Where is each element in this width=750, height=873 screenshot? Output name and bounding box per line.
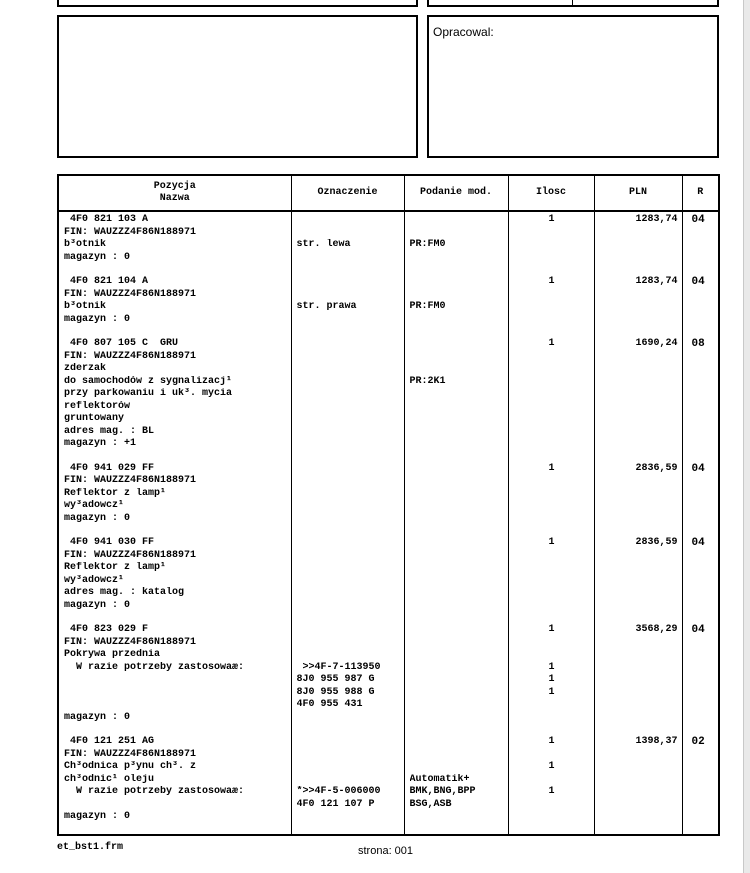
ilosc-cell-line	[514, 550, 590, 563]
ilosc-cell	[508, 535, 594, 622]
r-cell	[682, 274, 719, 336]
podanie-cell-line	[410, 314, 504, 327]
oznaczenie-cell-line	[297, 600, 400, 613]
pozycja-cell-line: wy³adowcz¹	[64, 574, 125, 586]
opracowal-label: Opracowal:	[433, 25, 494, 39]
ilosc-cell-line	[514, 475, 590, 488]
ilosc-cell-line	[514, 488, 590, 501]
podanie-cell-line	[410, 537, 504, 550]
pozycja-cell-line	[64, 687, 287, 700]
ilosc-cell-line: 1	[548, 661, 555, 673]
ilosc-cell-line: 1	[548, 674, 555, 685]
pozycja-cell-line: magazyn : +1	[64, 438, 137, 449]
podanie-cell-line	[410, 475, 504, 488]
pozycja-cell-line: reflektorów	[64, 400, 131, 412]
oznaczenie-cell	[291, 535, 404, 622]
ilosc-cell-line	[514, 289, 590, 302]
oznaczenie-cell	[291, 336, 404, 461]
podanie-cell-line	[410, 624, 504, 637]
pozycja-cell-line: FIN: WAUZZZ4F86N188971	[64, 748, 197, 760]
ilosc-cell-line	[514, 401, 590, 414]
pozycja-cell-line: wy³adowcz¹	[64, 500, 125, 511]
ilosc-cell	[508, 211, 594, 274]
pozycja-cell-line: 4F0 121 251 AG	[64, 736, 155, 747]
ilosc-cell-line	[514, 799, 590, 812]
podanie-cell	[404, 535, 508, 622]
podanie-cell-line	[410, 214, 504, 227]
pozycja-cell	[58, 274, 291, 336]
oznaczenie-cell-line	[297, 550, 400, 563]
ilosc-cell-line	[514, 513, 590, 526]
oznaczenie-cell-line	[297, 537, 400, 550]
r-cell-value: 08	[691, 338, 705, 350]
pozycja-cell-line: FIN: WAUZZZ4F86N188971	[64, 475, 197, 486]
top-box-right	[427, 0, 719, 7]
oznaczenie-cell-line	[297, 388, 400, 401]
oznaczenie-cell-line: *>>4F-5-006000	[296, 786, 381, 797]
podanie-cell	[404, 336, 508, 461]
oznaczenie-cell-line	[297, 463, 400, 476]
pozycja-cell-line	[64, 674, 287, 687]
oznaczenie-cell-line	[297, 363, 400, 376]
oznaczenie-cell-line	[297, 413, 400, 426]
podanie-cell-line	[410, 351, 504, 364]
pozycja-cell-line: FIN: WAUZZZ4F86N188971	[64, 226, 197, 238]
podanie-cell-line	[410, 712, 504, 725]
r-cell	[682, 535, 719, 622]
page-edge	[744, 0, 750, 873]
header-pozycja-nazwa	[58, 175, 291, 211]
podanie-cell-line: PR:FM0	[409, 301, 446, 312]
pozycja-cell-line: 4F0 941 029 FF	[64, 462, 155, 474]
podanie-cell-line	[410, 575, 504, 588]
podanie-cell-line	[410, 674, 504, 687]
ilosc-cell-line	[514, 811, 590, 824]
oznaczenie-cell	[291, 211, 404, 274]
pozycja-cell-line: W razie potrzeby zastosowaæ:	[64, 661, 245, 673]
pozycja-cell-line: zderzak	[64, 363, 107, 374]
ilosc-cell-line	[514, 376, 590, 389]
ilosc-cell-line: 1	[548, 537, 555, 548]
header-nazwa: Nazwa	[159, 193, 190, 204]
pozycja-cell-line: magazyn : 0	[64, 512, 131, 524]
pln-cell-value: 1690,24	[635, 338, 678, 349]
pozycja-cell-line: Ch³odnica p³ynu ch³. z	[64, 761, 197, 772]
ilosc-cell-line	[514, 500, 590, 513]
podanie-cell-line	[410, 662, 504, 675]
r-cell	[682, 211, 719, 274]
ilosc-cell-line: 1	[548, 276, 555, 287]
ilosc-cell-line: 1	[548, 761, 555, 772]
pozycja-cell-line: FIN: WAUZZZ4F86N188971	[64, 549, 197, 561]
podanie-cell-line	[410, 637, 504, 650]
pozycja-cell-line: magazyn : 0	[64, 811, 131, 822]
pln-cell-value: 3568,29	[635, 624, 678, 635]
oznaczenie-cell-line	[297, 712, 400, 725]
podanie-cell-line	[410, 687, 504, 700]
podanie-cell-line	[410, 388, 504, 401]
podanie-cell-line	[410, 401, 504, 414]
ilosc-cell-line: 1	[548, 214, 555, 225]
ilosc-cell-line: 1	[548, 786, 555, 797]
pozycja-cell-line: b³otnik	[64, 239, 107, 250]
podanie-cell-line: BSG,ASB	[409, 798, 452, 810]
oznaczenie-cell	[291, 734, 404, 835]
r-cell	[682, 336, 719, 461]
table-row	[58, 734, 719, 835]
podanie-cell-line	[410, 413, 504, 426]
pozycja-cell-line: adres mag. : BL	[64, 425, 155, 437]
r-cell	[682, 622, 719, 734]
ilosc-cell-line: 1	[548, 624, 555, 635]
form-name: et_bst1.frm	[57, 842, 124, 853]
podanie-cell-line	[410, 513, 504, 526]
pozycja-cell	[58, 535, 291, 622]
pln-cell	[594, 461, 682, 536]
ilosc-cell-line	[514, 575, 590, 588]
pln-cell-value: 2836,59	[635, 462, 678, 474]
ilosc-cell	[508, 461, 594, 536]
podanie-cell-line	[410, 811, 504, 824]
ilosc-cell	[508, 274, 594, 336]
header-pozycja: Pozycja	[153, 181, 196, 192]
r-cell-value: 04	[691, 624, 705, 636]
pozycja-cell-line	[64, 699, 287, 712]
ilosc-cell-line	[514, 637, 590, 650]
podanie-cell-line	[410, 761, 504, 774]
podanie-cell-line	[410, 587, 504, 600]
r-cell	[682, 461, 719, 536]
pozycja-cell-line: przy parkowaniu i uk³. mycia	[64, 388, 233, 399]
ilosc-cell-line	[514, 649, 590, 662]
pozycja-cell	[58, 734, 291, 835]
podanie-cell	[404, 734, 508, 835]
pozycja-cell-line: adres mag. : katalog	[64, 587, 185, 598]
pln-cell	[594, 211, 682, 274]
oznaczenie-cell-line: 4F0 121 107 P	[296, 798, 375, 810]
ilosc-cell-line: 1	[548, 686, 555, 698]
ilosc-cell-line	[514, 239, 590, 252]
podanie-cell	[404, 211, 508, 274]
podanie-cell-line	[410, 276, 504, 289]
oznaczenie-cell	[291, 622, 404, 734]
podanie-cell-line	[410, 289, 504, 302]
podanie-cell	[404, 622, 508, 734]
ilosc-cell-line	[514, 774, 590, 787]
oznaczenie-cell-line	[297, 252, 400, 265]
table-row	[58, 274, 719, 336]
pozycja-cell-line: magazyn : 0	[64, 313, 131, 325]
pozycja-cell-line: 4F0 823 029 F	[64, 624, 149, 635]
pln-cell	[594, 336, 682, 461]
oznaczenie-cell	[291, 274, 404, 336]
table-row	[58, 336, 719, 461]
oznaczenie-cell-line	[297, 376, 400, 389]
opracowal-box	[427, 15, 719, 158]
oznaczenie-cell-line	[297, 637, 400, 650]
top-box-divider	[572, 0, 573, 5]
ilosc-cell	[508, 734, 594, 835]
ilosc-cell-line	[514, 712, 590, 725]
podanie-cell-line: PR:FM0	[409, 239, 446, 250]
oznaczenie-cell-line	[297, 761, 400, 774]
podanie-cell-line	[410, 488, 504, 501]
pln-cell-value: 1283,74	[635, 214, 678, 225]
ilosc-cell-line	[514, 301, 590, 314]
pozycja-cell	[58, 461, 291, 536]
podanie-cell-line	[410, 438, 504, 451]
pln-cell-value: 1283,74	[635, 276, 678, 287]
pln-cell	[594, 274, 682, 336]
ilosc-cell-line	[514, 363, 590, 376]
podanie-cell-line	[410, 252, 504, 265]
pozycja-cell-line: 4F0 821 103 A	[64, 214, 149, 225]
pozycja-cell-line: 4F0 941 030 FF	[64, 537, 155, 548]
pozycja-cell-line: magazyn : 0	[64, 711, 131, 723]
oznaczenie-cell-line	[297, 214, 400, 227]
oznaczenie-cell-line	[297, 562, 400, 575]
ilosc-cell-line: 1	[548, 462, 555, 474]
pozycja-cell-line: 4F0 807 105 C GRU	[64, 338, 179, 349]
oznaczenie-cell-line	[297, 774, 400, 787]
pozycja-cell-line: FIN: WAUZZZ4F86N188971	[64, 350, 197, 362]
podanie-cell-line	[410, 649, 504, 662]
oznaczenie-cell-line	[297, 811, 400, 824]
pln-cell-value: 2836,59	[635, 537, 678, 548]
ilosc-cell-line	[514, 600, 590, 613]
r-cell	[682, 734, 719, 835]
podanie-cell-line: PR:2K1	[409, 375, 446, 387]
podanie-cell-line	[410, 600, 504, 613]
pozycja-cell-line: W razie potrzeby zastosowaæ:	[64, 786, 245, 797]
ilosc-cell-line	[514, 562, 590, 575]
pozycja-cell-line: FIN: WAUZZZ4F86N188971	[64, 288, 197, 300]
r-cell-value: 04	[691, 214, 705, 226]
header-podanie: Podanie mod.	[404, 175, 508, 211]
podanie-cell-line: BMK,BNG,BPP	[409, 786, 476, 797]
podanie-cell-line	[410, 550, 504, 563]
ilosc-cell-line	[514, 699, 590, 712]
pozycja-cell-line	[64, 799, 287, 812]
oznaczenie-cell-line	[297, 276, 400, 289]
header-oznaczenie: Oznaczenie	[291, 175, 404, 211]
table-row	[58, 622, 719, 734]
pozycja-cell	[58, 211, 291, 274]
oznaczenie-cell-line	[297, 488, 400, 501]
oznaczenie-cell-line	[297, 624, 400, 637]
podanie-cell-line	[410, 749, 504, 762]
ilosc-cell-line	[514, 252, 590, 265]
r-cell-value: 04	[691, 537, 705, 549]
pozycja-cell-line: gruntowany	[64, 413, 125, 424]
oznaczenie-cell-line	[297, 475, 400, 488]
parts-table	[57, 174, 720, 836]
table-row	[58, 461, 719, 536]
oznaczenie-cell-line: >>4F-7-113950	[296, 661, 381, 673]
pln-cell	[594, 734, 682, 835]
ilosc-cell	[508, 622, 594, 734]
oznaczenie-cell-line	[297, 438, 400, 451]
podanie-cell-line: Automatik+	[409, 773, 470, 785]
oznaczenie-cell-line	[297, 426, 400, 439]
ilosc-cell-line	[514, 388, 590, 401]
pozycja-cell-line: ch³odnic¹ oleju	[64, 773, 155, 785]
oznaczenie-cell-line	[297, 575, 400, 588]
table-row	[58, 535, 719, 622]
page-number: strona: 001	[358, 845, 414, 857]
oznaczenie-cell-line	[297, 338, 400, 351]
oznaczenie-cell-line	[297, 749, 400, 762]
ilosc-cell-line	[514, 749, 590, 762]
r-cell-value: 02	[691, 736, 705, 748]
oznaczenie-cell-line	[297, 736, 400, 749]
pozycja-cell-line: Reflektor z lamp¹	[64, 562, 167, 573]
header-r: R	[682, 175, 719, 211]
pozycja-cell-line: b³otnik	[64, 301, 107, 312]
podanie-cell	[404, 461, 508, 536]
pozycja-cell-line: Pokrywa przednia	[64, 649, 161, 660]
header-pln: PLN	[594, 175, 682, 211]
pozycja-cell-line: FIN: WAUZZZ4F86N188971	[64, 636, 197, 648]
pozycja-cell-line: magazyn : 0	[64, 599, 131, 611]
podanie-cell-line	[410, 562, 504, 575]
r-cell-value: 04	[691, 276, 705, 288]
pln-cell	[594, 622, 682, 734]
header-ilosc: Ilosc	[508, 175, 594, 211]
podanie-cell-line	[410, 500, 504, 513]
ilosc-cell-line	[514, 426, 590, 439]
oznaczenie-cell-line	[297, 500, 400, 513]
podanie-cell-line	[410, 463, 504, 476]
oznaczenie-cell-line	[297, 227, 400, 240]
podanie-cell	[404, 274, 508, 336]
podanie-cell-line	[410, 363, 504, 376]
pozycja-cell-line: Reflektor z lamp¹	[64, 487, 167, 499]
oznaczenie-cell-line: 8J0 955 987 G	[296, 674, 375, 685]
pozycja-cell-line: 4F0 821 104 A	[64, 276, 149, 287]
oznaczenie-cell-line	[297, 649, 400, 662]
oznaczenie-cell-line: str. prawa	[296, 301, 357, 312]
notes-box	[57, 15, 418, 158]
oznaczenie-cell-line: 8J0 955 988 G	[296, 686, 375, 698]
oznaczenie-cell-line	[297, 351, 400, 364]
oznaczenie-cell-line: 4F0 955 431	[296, 699, 363, 710]
oznaczenie-cell-line	[297, 289, 400, 302]
pln-cell	[594, 535, 682, 622]
oznaczenie-cell-line	[297, 513, 400, 526]
oznaczenie-cell-line	[297, 401, 400, 414]
ilosc-cell-line	[514, 413, 590, 426]
podanie-cell-line	[410, 426, 504, 439]
ilosc-cell-line	[514, 351, 590, 364]
ilosc-cell-line	[514, 587, 590, 600]
oznaczenie-cell	[291, 461, 404, 536]
ilosc-cell-line: 1	[548, 736, 555, 747]
ilosc-cell-line	[514, 314, 590, 327]
top-box-left	[57, 0, 418, 7]
pln-cell-value: 1398,37	[635, 736, 678, 747]
pozycja-cell-line: magazyn : 0	[64, 251, 131, 263]
r-cell-value: 04	[691, 462, 705, 475]
podanie-cell-line	[410, 227, 504, 240]
oznaczenie-cell-line	[297, 314, 400, 327]
pozycja-cell-line: do samochodów z sygnalizacj¹	[64, 375, 233, 387]
table-row	[58, 211, 719, 274]
oznaczenie-cell-line	[297, 587, 400, 600]
ilosc-cell-line	[514, 438, 590, 451]
oznaczenie-cell-line: str. lewa	[296, 239, 351, 250]
podanie-cell-line	[410, 699, 504, 712]
ilosc-cell-line	[514, 227, 590, 240]
ilosc-cell-line: 1	[548, 338, 555, 349]
table-header-row	[58, 175, 719, 211]
pozycja-cell	[58, 622, 291, 734]
podanie-cell-line	[410, 736, 504, 749]
pozycja-cell	[58, 336, 291, 461]
podanie-cell-line	[410, 338, 504, 351]
ilosc-cell	[508, 336, 594, 461]
